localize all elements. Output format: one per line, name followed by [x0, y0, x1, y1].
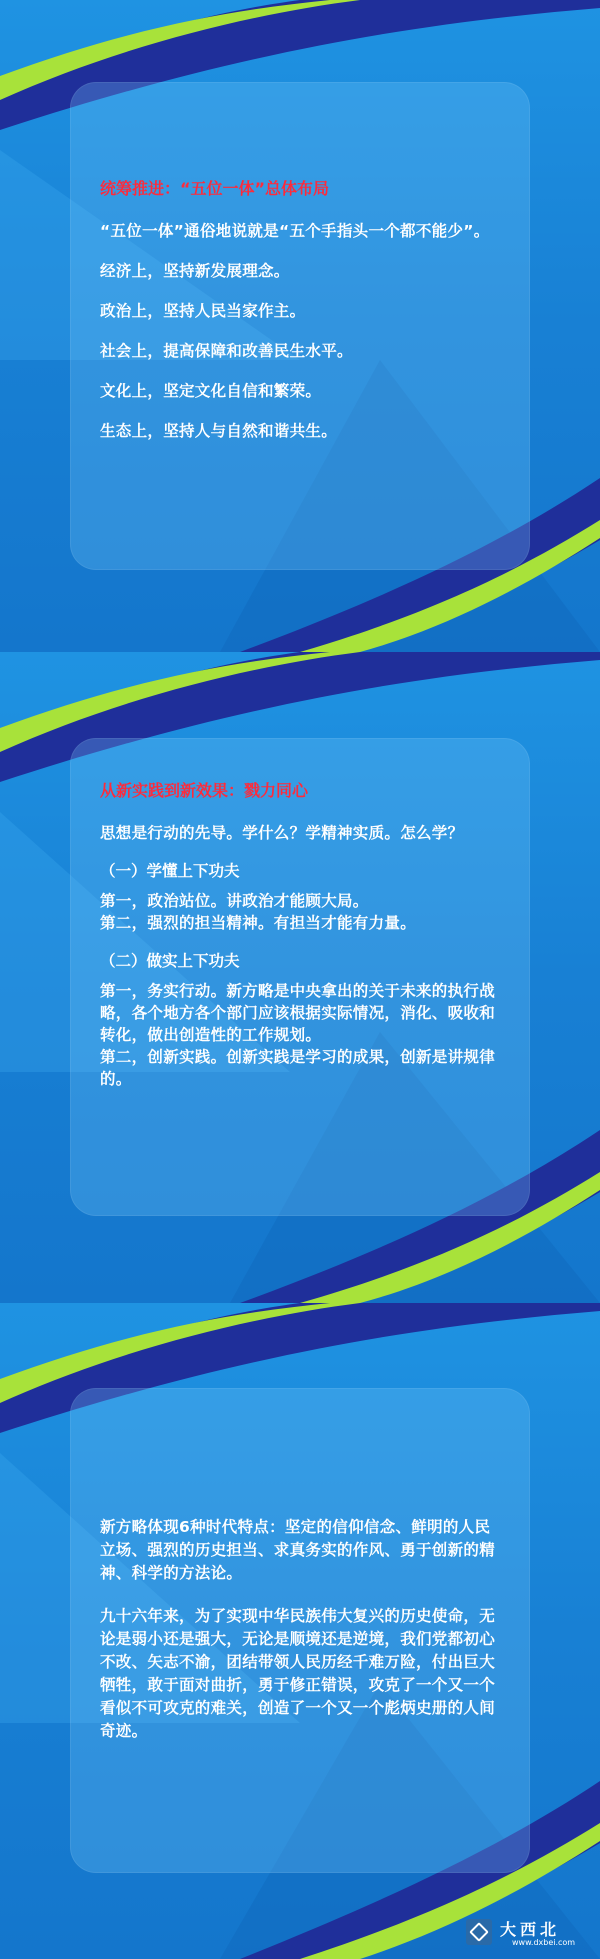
section-era-features: [100, 1516, 505, 1763]
section-new-practice: [100, 780, 505, 1102]
paragraph: 九十六年来，为了实现中华民族伟大复兴的历史使命，无论是弱小还是强大，无论是顺境还是逆境，我们党都初心不改、矢志不渝，团结带领人民历经千难万险，付出巨大牺牲，敢于面对曲折，勇于修正错误，攻克了一个又一个看似不可攻克的难关，创造了一个又一个彪炳史册的人间奇迹。: [100, 1607, 496, 1740]
watermark-title: 大西北: [500, 1920, 561, 1939]
site-watermark: [466, 1917, 586, 1951]
section-five-in-one: [100, 178, 505, 460]
panel-new-practice: [0, 652, 600, 1303]
section-heading: 统筹推进：“五位一体”总体布局: [100, 179, 330, 198]
paragraph: 新方略体现6种时代特点：坚定的信仰信念、鲜明的人民立场、强烈的历史担当、求真务实的作风、勇于创新的精神、科学的方法论。: [100, 1518, 496, 1582]
paragraph: 生态上，坚持人与自然和谐共生。: [100, 422, 338, 440]
paragraph: 经济上，坚持新发展理念。: [100, 262, 290, 280]
paragraph: 政治上，坚持人民当家作主。: [100, 302, 306, 320]
list-item: 第一，政治站位。讲政治才能顾大局。: [100, 892, 369, 910]
list-item: 第二，强烈的担当精神。有担当才能有力量。: [100, 914, 417, 932]
paragraph: 社会上，提高保障和改善民生水平。: [100, 342, 353, 360]
panel-era-features: [0, 1303, 600, 1959]
list-item: 第一，务实行动。新方略是中央拿出的关于未来的执行战略，各个地方各个部门应该根据实际情况，消化、吸收和转化，做出创造性的工作规划。: [100, 982, 496, 1044]
intro-paragraph: 思想是行动的先导。学什么？学精神实质。怎么学？: [100, 824, 464, 842]
panel-five-in-one: [0, 0, 600, 652]
subheading-learn: （一）学懂上下功夫: [100, 862, 240, 880]
paragraph: “五位一体”通俗地说就是“五个手指头一个都不能少”。: [100, 222, 490, 240]
section-heading: 从新实践到新效果：戮力同心: [100, 781, 309, 800]
list-item: 第二，创新实践。创新实践是学习的成果，创新是讲规律的。: [100, 1048, 496, 1088]
paragraph: 文化上，坚定文化自信和繁荣。: [100, 382, 322, 400]
watermark-url: www.dxbei.com: [512, 1938, 576, 1947]
subheading-practice: （二）做实上下功夫: [100, 952, 240, 970]
dxb-logo-icon: [466, 1919, 492, 1945]
